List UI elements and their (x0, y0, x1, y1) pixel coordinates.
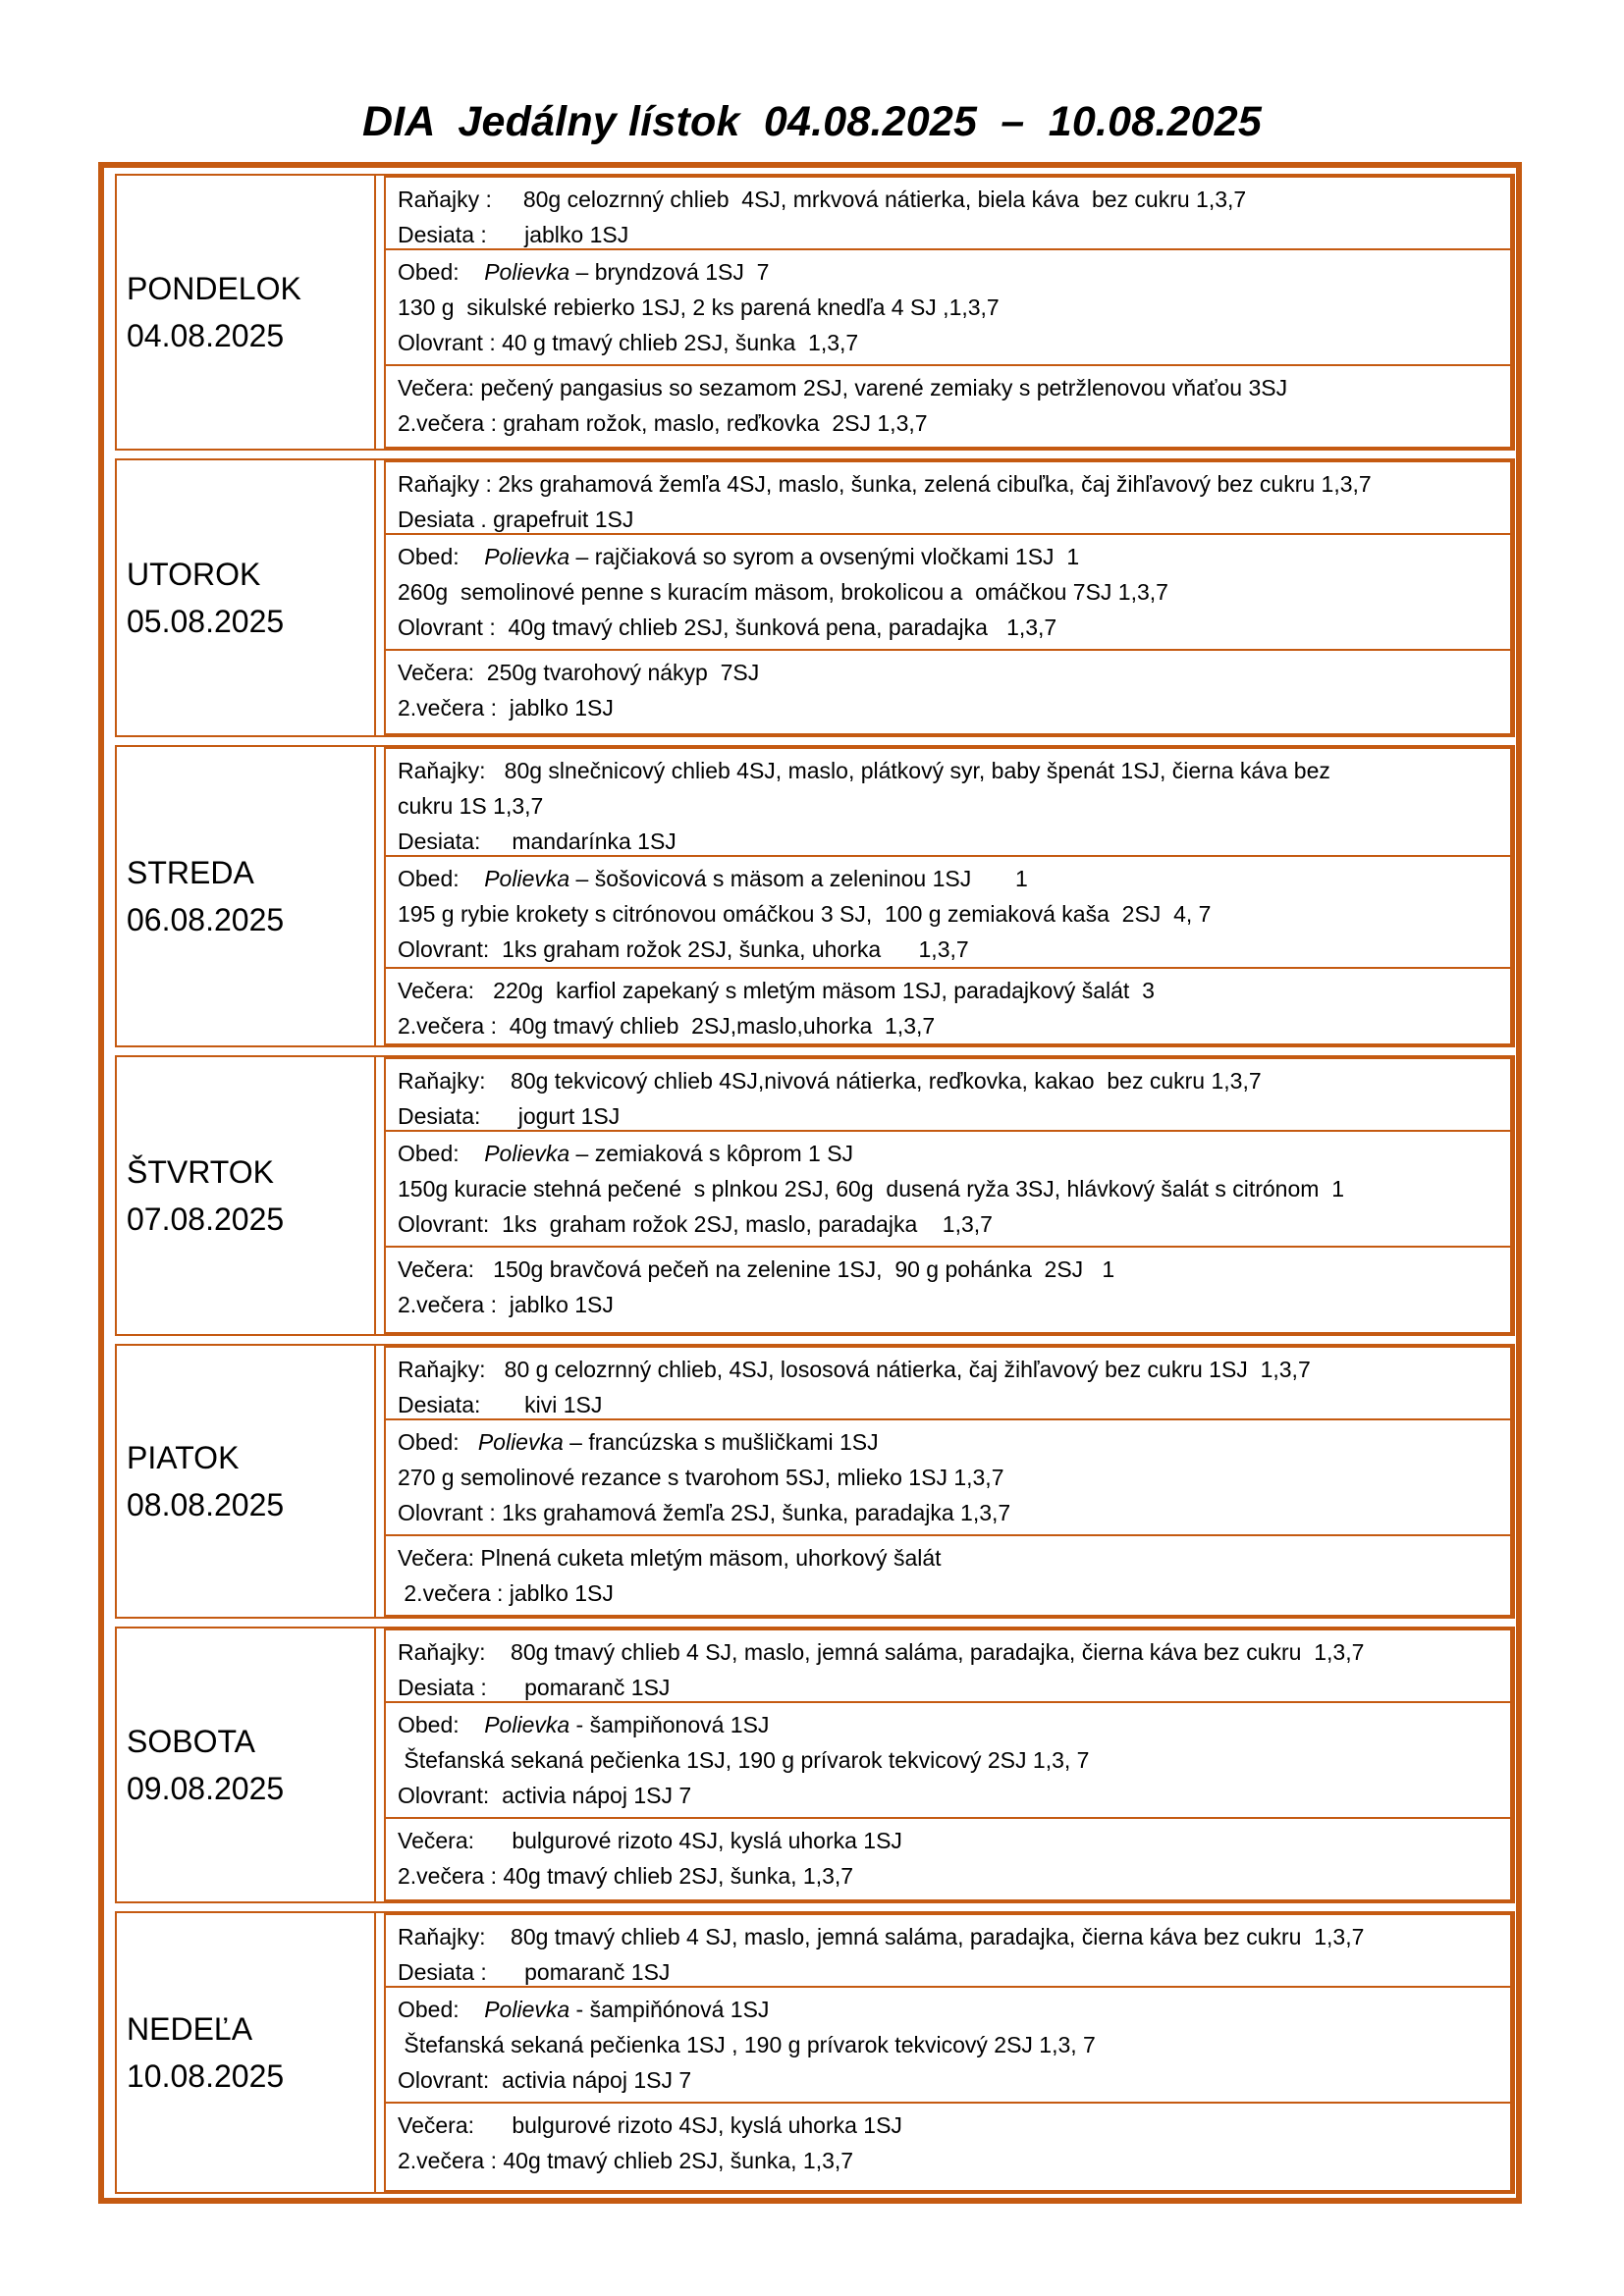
menu-text: Obed: (398, 1429, 478, 1455)
menu-text: – šošovicová s mäsom a zeleninou 1SJ 1 (569, 866, 1028, 891)
menu-text: - šampiňónová 1SJ (569, 1997, 770, 2022)
day-date: 05.08.2025 (127, 604, 285, 639)
menu-line: Večera: 220g karfiol zapekaný s mletým mäsom 1SJ, paradajkový šalát 3 (398, 978, 1155, 1003)
dinner-cell (384, 649, 1513, 735)
day-row (115, 1344, 1515, 1619)
breakfast-cell (384, 1629, 1513, 1703)
menu-line (398, 539, 1498, 574)
lunch-cell (384, 248, 1513, 366)
meals-column (384, 176, 1513, 449)
lunch-cell (384, 533, 1513, 651)
breakfast-cell (384, 1057, 1513, 1132)
menu-line: Desiata: mandarínka 1SJ (398, 828, 677, 854)
menu-line: Raňajky: 80 g celozrnný chlieb, 4SJ, lososová nátierka, čaj žihľavový bez cukru 1SJ 1,3,7 (398, 1357, 1311, 1382)
menu-line: 2.večera : 40g tmavý chlieb 2SJ,maslo,uhorka 1,3,7 (398, 1013, 936, 1039)
lunch-cell (384, 1701, 1513, 1819)
menu-line: 260g semolinové penne s kuracím mäsom, brokolicou a omáčkou 7SJ 1,3,7 (398, 579, 1168, 605)
soup-label: Polievka (484, 1141, 570, 1166)
menu-line: 2.večera : 40g tmavý chlieb 2SJ, šunka, 1,3,7 (398, 1863, 854, 1889)
menu-line: Desiata : jablko 1SJ (398, 222, 629, 247)
lunch-cell (384, 1986, 1513, 2104)
meals-column (384, 460, 1513, 735)
meals-column (384, 747, 1513, 1045)
menu-text: Obed: (398, 1712, 485, 1737)
menu-line: Večera: 250g tvarohový nákyp 7SJ (398, 660, 760, 685)
breakfast-cell (384, 176, 1513, 250)
menu-text: – bryndzová 1SJ 7 (569, 259, 770, 285)
menu-line: Desiata : pomaranč 1SJ (398, 1675, 671, 1700)
menu-line: Olovrant: activia nápoj 1SJ 7 (398, 2067, 692, 2093)
menu-line: Olovrant: 1ks graham rožok 2SJ, šunka, uhorka 1,3,7 (398, 936, 969, 962)
menu-line: Desiata : pomaranč 1SJ (398, 1959, 671, 1985)
day-name: NEDEĽA (127, 2011, 253, 2047)
day-row (115, 174, 1515, 451)
menu-line: Štefanská sekaná pečienka 1SJ, 190 g prívarok tekvicový 2SJ 1,3, 7 (398, 1747, 1090, 1773)
menu-text: Obed: (398, 544, 485, 569)
menu-line (398, 1992, 1498, 2027)
day-date: 09.08.2025 (127, 1771, 285, 1806)
menu-line: 2.večera : jablko 1SJ (398, 1292, 614, 1317)
day-name: SOBOTA (127, 1724, 255, 1759)
day-name: PONDELOK (127, 271, 301, 306)
menu-line (398, 1707, 1498, 1742)
menu-line: Večera: 150g bravčová pečeň na zelenine 1SJ, 90 g pohánka 2SJ 1 (398, 1256, 1115, 1282)
breakfast-cell (384, 1346, 1513, 1420)
menu-line: 150g kuracie stehná pečené s plnkou 2SJ, 60g dusená ryža 3SJ, hlávkový šalát s citrónom 1 (398, 1176, 1345, 1201)
menu-line: Štefanská sekaná pečienka 1SJ , 190 g prívarok tekvicový 2SJ 1,3, 7 (398, 2032, 1096, 2057)
menu-text: – zemiaková s kôprom 1 SJ (569, 1141, 854, 1166)
day-label (117, 1057, 376, 1334)
menu-line: Večera: bulgurové rizoto 4SJ, kyslá uhorka 1SJ (398, 1828, 902, 1853)
menu-line: Raňajky: 80g slnečnicový chlieb 4SJ, maslo, plátkový syr, baby špenát 1SJ, čierna káva bez (398, 758, 1330, 783)
day-row (115, 1627, 1515, 1903)
day-date: 07.08.2025 (127, 1201, 285, 1237)
day-label (117, 176, 376, 449)
soup-label: Polievka (484, 866, 570, 891)
menu-text: – francúzska s mušličkami 1SJ (563, 1429, 879, 1455)
soup-label: Polievka (477, 1429, 564, 1455)
lunch-cell (384, 1130, 1513, 1248)
menu-line: Olovrant: activia nápoj 1SJ 7 (398, 1783, 692, 1808)
menu-line: 270 g semolinové rezance s tvarohom 5SJ, mlieko 1SJ 1,3,7 (398, 1465, 1004, 1490)
menu-line (398, 1136, 1498, 1171)
day-name: ŠTVRTOK (127, 1154, 274, 1190)
menu-line (398, 254, 1498, 290)
meals-column (384, 1346, 1513, 1617)
menu-line: Raňajky: 80g tmavý chlieb 4 SJ, maslo, jemná saláma, paradajka, čierna káva bez cukru 1,3,7 (398, 1924, 1365, 1949)
menu-line: 195 g rybie krokety s citrónovou omáčkou 3 SJ, 100 g zemiaková kaša 2SJ 4, 7 (398, 901, 1212, 927)
soup-label: Polievka (484, 544, 570, 569)
menu-line: Raňajky : 80g celozrnný chlieb 4SJ, mrkvová nátierka, biela káva bez cukru 1,3,7 (398, 187, 1247, 212)
day-label (117, 1346, 376, 1617)
menu-line: Desiata: kivi 1SJ (398, 1392, 603, 1417)
lunch-cell (384, 1418, 1513, 1536)
menu-line (398, 861, 1498, 896)
menu-line: Olovrant : 40g tmavý chlieb 2SJ, šunková pena, paradajka 1,3,7 (398, 614, 1057, 640)
breakfast-cell (384, 460, 1513, 535)
menu-title: DIA Jedálny lístok 04.08.2025 – 10.08.2025 (362, 98, 1262, 145)
menu-line: Večera: pečený pangasius so sezamom 2SJ, varené zemiaky s petržlenovou vňaťou 3SJ (398, 375, 1288, 400)
dinner-cell (384, 967, 1513, 1045)
dinner-cell (384, 1246, 1513, 1334)
soup-label: Polievka (484, 1712, 570, 1737)
menu-line: Desiata . grapefruit 1SJ (398, 507, 634, 532)
day-name: UTOROK (127, 557, 261, 592)
day-date: 06.08.2025 (127, 902, 285, 937)
menu-text: Obed: (398, 1997, 485, 2022)
menu-line: 2.večera : jablko 1SJ (398, 1580, 614, 1606)
dinner-cell (384, 1534, 1513, 1617)
day-date: 08.08.2025 (127, 1487, 285, 1522)
menu-line: Raňajky: 80g tekvicový chlieb 4SJ,nivová nátierka, reďkovka, kakao bez cukru 1,3,7 (398, 1068, 1262, 1094)
menu-line: Večera: bulgurové rizoto 4SJ, kyslá uhorka 1SJ (398, 2112, 902, 2138)
day-date: 04.08.2025 (127, 318, 285, 353)
day-name: STREDA (127, 855, 254, 890)
dinner-cell (384, 1817, 1513, 1901)
menu-line: 2.večera : graham rožok, maslo, reďkovka 2SJ 1,3,7 (398, 410, 928, 436)
menu-line: 2.večera : 40g tmavý chlieb 2SJ, šunka, 1,3,7 (398, 2148, 854, 2173)
dinner-cell (384, 2102, 1513, 2192)
day-row (115, 1055, 1515, 1336)
day-label (117, 460, 376, 735)
menu-line: Olovrant: 1ks graham rožok 2SJ, maslo, paradajka 1,3,7 (398, 1211, 993, 1237)
menu-line: Raňajky: 80g tmavý chlieb 4 SJ, maslo, jemná saláma, paradajka, čierna káva bez cukru 1,3,7 (398, 1639, 1365, 1665)
day-name: PIATOK (127, 1440, 240, 1475)
day-label (117, 747, 376, 1045)
menu-text: - šampiňonová 1SJ (569, 1712, 770, 1737)
menu-table (98, 162, 1522, 2204)
dinner-cell (384, 364, 1513, 449)
menu-text: Obed: (398, 866, 485, 891)
menu-text: Obed: (398, 259, 485, 285)
meals-column (384, 1057, 1513, 1334)
lunch-cell (384, 855, 1513, 969)
day-row (115, 745, 1515, 1047)
menu-line: cukru 1S 1,3,7 (398, 793, 544, 819)
meals-column (384, 1629, 1513, 1901)
menu-line: Večera: Plnená cuketa mletým mäsom, uhorkový šalát (398, 1545, 942, 1571)
menu-line: Raňajky : 2ks grahamová žemľa 4SJ, maslo, šunka, zelená cibuľka, čaj žihľavový bez cukru 1,3,7 (398, 471, 1372, 497)
soup-label: Polievka (484, 259, 570, 285)
menu-line (398, 1424, 1498, 1460)
day-row (115, 458, 1515, 737)
breakfast-cell (384, 747, 1513, 857)
breakfast-cell (384, 1913, 1513, 1988)
menu-line: Olovrant : 1ks grahamová žemľa 2SJ, šunka, paradajka 1,3,7 (398, 1500, 1011, 1525)
meals-column (384, 1913, 1513, 2192)
soup-label: Polievka (484, 1997, 570, 2022)
day-label (117, 1913, 376, 2192)
menu-text: – rajčiaková so syrom a ovsenými vločkami 1SJ 1 (569, 544, 1080, 569)
menu-line: 2.večera : jablko 1SJ (398, 695, 614, 721)
menu-line: 130 g sikulské rebierko 1SJ, 2 ks parená knedľa 4 SJ ,1,3,7 (398, 294, 1000, 320)
menu-line: Olovrant : 40 g tmavý chlieb 2SJ, šunka 1,3,7 (398, 330, 859, 355)
day-label (117, 1629, 376, 1901)
menu-line: Desiata: jogurt 1SJ (398, 1103, 621, 1129)
day-row (115, 1911, 1515, 2194)
day-date: 10.08.2025 (127, 2058, 285, 2094)
menu-text: Obed: (398, 1141, 485, 1166)
